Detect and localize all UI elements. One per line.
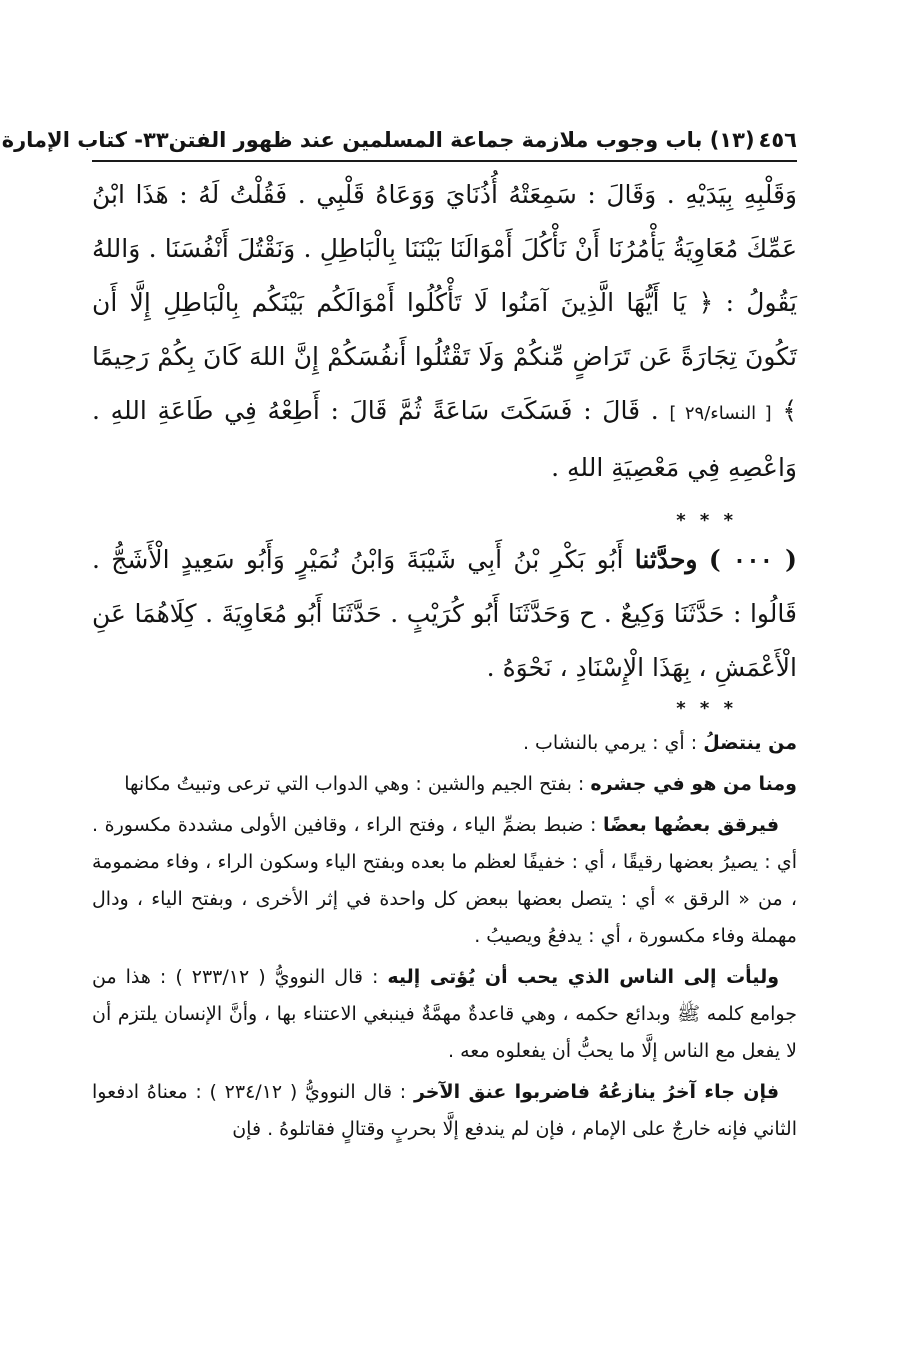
hadith-paragraph [92,533,797,695]
hadith-number: ( ٠٠٠ ) [708,545,797,574]
main-text-part-1: وَقَلْبِهِ بِيَدَيْهِ . وَقَالَ : سَمِعَتْهُ أُذُنَايَ وَوَعَاهُ قَلْبِي . فَقُلْتُ لَهُ : هَذَا ابْنُ عَمِّكَ مُعَاوِيَةُ يَأْمُرُنَا أَنْ نَأْكُلَ أَمْوَالَنَا بَيْنَنَا بِالْبَاطِلِ . وَنَقْتُلَ أَنْفُسَنَا . وَاللهُ يَقُولُ : ﴿ يَا أَيُّهَا الَّذِينَ آمَنُوا لَا تَأْكُلُوا أَمْوَالَكُم بَيْنَكُم بِالْبَاطِلِ إِلَّا أَن تَكُونَ تِجَارَةً عَن تَرَاضٍ مِّنكُمْ وَلَا تَقْتُلُوا أَنفُسَكُمْ إِنَّ اللهَ كَانَ بِكُمْ رَحِيمًا ﴾ [92,180,797,425]
note-item [92,959,797,1070]
hadith-lead: وحدَّثنا [634,545,698,574]
main-paragraph [92,168,797,495]
running-header [1,118,797,162]
note-term: فإن جاء آخرُ ينازعُهُ فاضربوا عنق الآخر [413,1081,780,1103]
hadith-text: أَبُو بَكْرِ بْنُ أَبِي شَيْبَةَ وَابْنُ نُمَيْرٍ وَأَبُو سَعِيدٍ الْأَشَجُّ . قَالُوا : حَدَّثَنَا وَكِيعٌ . ح وَحَدَّثَنَا أَبُو كُرَيْبٍ . حَدَّثَنَا أَبُو مُعَاوِيَةَ . كِلَاهُمَا عَنِ الْأَعْمَشِ ، بِهَذَا الْإِسْنَادِ ، نَحْوَهُ . [92,545,797,682]
note-item [92,766,797,803]
main-text-part-2: . قَالَ : فَسَكَتَ سَاعَةً ثُمَّ قَالَ : أَطِعْهُ فِي طَاعَةِ اللهِ . وَاعْصِهِ فِي مَعْصِيَةِ اللهِ . [92,396,797,482]
note-text: : قال النوويُّ ( ٢٣٣/١٢ ) : هذا من جوامع كلمه ﷺ وبدائع حكمه ، وهي قاعدةٌ مهمَّةٌ فينبغي الاعتناء بها ، وأنَّ الإنسان يلتزم أن لا يفعل مع الناس إلَّا ما يحبُّ أن يفعلوه معه . [92,966,797,1062]
note-term: وليأت إلى الناس الذي يحب أن يُؤتى إليه [387,966,780,988]
quran-reference: [ النساء/٢٩ ] [669,403,772,424]
section-separator: * * * [676,698,737,719]
note-term: فيرقق بعضُها بعضًا [603,814,780,836]
note-item [92,1074,797,1148]
note-text: : أي : يرمي بالنشاب . [522,732,698,754]
footnotes [92,725,797,1148]
section-separator: * * * [676,510,737,531]
note-item [92,807,797,955]
note-text: : بفتح الجيم والشين : وهي الدواب التي ترعى وتبيتُ مكانها [124,773,585,795]
header-title: (١٣) باب وجوب ملازمة جماعة المسلمين عند ظهور الفتن٣٣- كتاب الإمارة [1,128,755,152]
note-term: من ينتضلُ [703,732,797,754]
page-number: ٤٥٦ [758,128,797,152]
main-text [92,168,797,721]
note-term: ومنا من هو في جشره [590,773,797,795]
book-page [1,118,797,1152]
note-text: : قال النوويُّ ( ٢٣٤/١٢ ) : معناهُ ادفعوا الثاني فإنه خارجٌ على الإمام ، فإن لم يندفع إلَّا بحربٍ وقتالٍ فقاتلوهُ . فإن [92,1081,797,1140]
note-text: : ضبط بضمِّ الياء ، وفتح الراء ، وقافين الأولى مشددة مكسورة . أي : يصيرُ بعضها رقيقًا ، أي : خفيفًا لعظم ما بعده وبفتح الياء وسكون الراء ، وفاء مضمومة ، من « الرقق » أي : يتصل بعضها ببعض كل واحدة في إثر الأخرى ، وبفتح الياء ، ودال مهملة وفاء مكسورة ، أي : يدفعُ ويصيبُ . [92,814,797,947]
note-item [92,725,797,762]
